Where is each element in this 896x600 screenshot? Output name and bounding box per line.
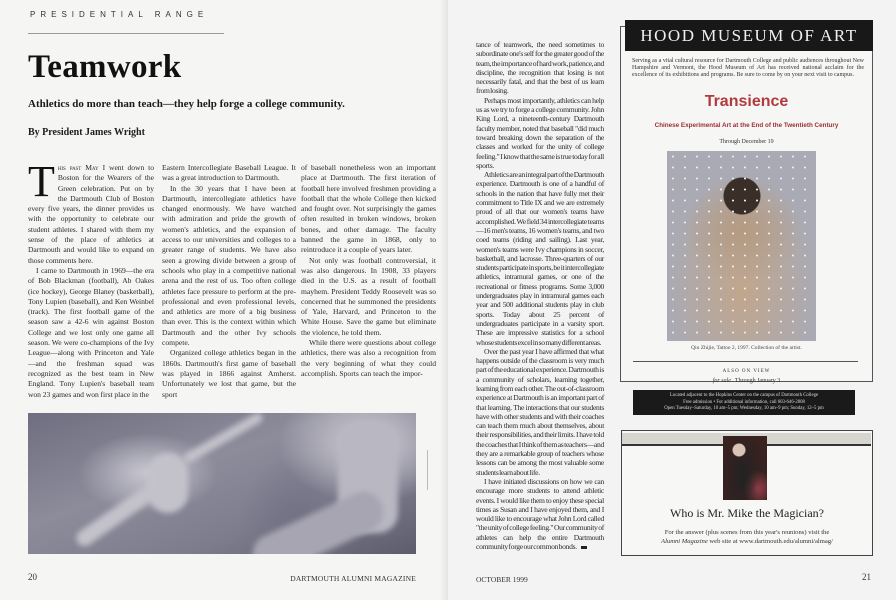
paragraph: Over the past year I have affirmed that what happens outside of the classroom is very much part of the educational experience. Dartmouth is a community of scholars, learning together, learning from each other. The out-of-classroom experience at Dartmouth is an important part of that learning. The interactions that our students have with other students and with their coaches can teach them much about themselves, about their responsibilities, and their limits. I have told the coaches that I think of them as teachers—and they are a remarkable group of teachers whose lessons can be among the most valuable some students learn about life. bbox=[476, 346, 604, 477]
paragraph: tance of teamwork, the need sometimes to subordinate one's self for the greater good of the team, the importance of hard work, patience, and discipline, the recognition that losing is not necessarily fatal, and that the best of us learn from losing. bbox=[476, 40, 604, 96]
info-line: Free admission • For additional information, call 603-646-2808 bbox=[683, 399, 805, 405]
paragraph bbox=[476, 477, 604, 551]
paragraph bbox=[28, 157, 154, 266]
paragraph: I came to Dartmouth in 1969—the era of Bob Blackman (football), Ab Oakes (ice hockey), George Blaney (basketball), Tony Lupien (baseball), and Ken Weinbel (track). The first football game of the season saw a 42-6 win against Boston College and we lost only one game all season. We were co-champions of the Ivy League—along with Princeton and Yale—and the freshman squad was recognized as the best team in New England. Tony Lupien's baseball team won 23 games and won first place in the bbox=[28, 265, 154, 399]
ad-divider bbox=[633, 361, 858, 362]
paragraph-text: I have initiated discussions on how we can encourage more students to attend athletic events. I would like them to enjoy these special times as Susan and I have enjoyed them, and I would like to encourage what John Lord called "the unity of college feeling." Our community of athletes can help the entire Dartmouth community forge our common bonds. bbox=[476, 476, 604, 552]
magician-ad-text bbox=[621, 529, 873, 546]
lead-in: his past May bbox=[57, 163, 99, 172]
paragraph: Organized college athletics began in the 1860s. Dartmouth's first game of baseball was played in 1866 against Amherst. Unfortunately we lost that game, but the sport bbox=[162, 348, 296, 399]
article-column-4 bbox=[476, 40, 604, 551]
paragraph: of baseball nonetheless won an important place at Dartmouth. The first iteration of football here involved freshmen providing a football that the whole College then kicked and fought over. Not surprisingly the games often resulted in broken windows, broken bones, and other damage. The faculty banned the game in 1868, only to reintroduce it a couple of years later. bbox=[301, 163, 436, 255]
section-kicker: PRESIDENTIAL RANGE bbox=[30, 10, 209, 19]
magician-ad-title: Who is Mr. Mike the Magician? bbox=[670, 506, 824, 520]
paragraph: Perhaps most importantly, athletics can help us as we try to forge a college community. John King Lord, a nineteenth-century Dartmouth faculty member, noted that baseball "did much toward breaking down the separation of the classes and worked for the unity of college feeling." I know that the same is true today for all sports. bbox=[476, 95, 604, 170]
paragraph: While there were questions about college athletics, there was also a recognition from the very beginning of what they could accomplish. Sports can teach the impor- bbox=[301, 338, 436, 378]
issue-date: OCTOBER 1999 bbox=[476, 575, 528, 584]
info-line: Located adjacent to the Hopkins Center on the campus of Dartmouth College bbox=[669, 393, 819, 398]
article-column-2 bbox=[162, 163, 296, 400]
byline: By President James Wright bbox=[28, 127, 145, 138]
article-subtitle: Athletics do more than teach—they help forge a college community. bbox=[28, 98, 345, 110]
also-dates: Through January 3 bbox=[734, 378, 781, 384]
athletes-photo bbox=[28, 413, 416, 554]
paragraph: Athletics are an integral part of the Dartmouth experience. Dartmouth is one of a handful of schools in the nation that have fully met their commitment to Title IX and we are extremely proud of all that our women's teams have accomplished. We field 34 intercollegiate teams—16 men's teams, 16 women's teams, and two coed teams (riding and sailing). Last year, women's teams were Ivy champions in soccer, basketball, and lacrosse. Three-quarters of our students participate in sports, be it intercollegiate athletics, intramural games, or one of the recreational or fitness programs. Some 3,000 undergraduates play in intramural games each year and 500 additional students play in club sports. Today about 25 percent of undergraduates participate in a varsity sport. These are impressive statistics for a school whose students excel in so many different areas. bbox=[476, 170, 604, 347]
also-on-view-label: ALSO ON VIEW bbox=[722, 369, 771, 374]
artwork-photo bbox=[667, 151, 816, 341]
visitor-info-bar bbox=[633, 390, 855, 415]
page-number: 20 bbox=[28, 572, 37, 582]
drop-cap: T bbox=[28, 157, 55, 206]
paragraph: Not only was football controversial, it was also dangerous. In 1908, 33 players died in the U.S. as a result of football mayhem. President Teddy Roosevelt was so concerned that he summoned the presidents of Yale, Harvard, and Princeton to the White House. Save the game but eliminate the violence, he told them. bbox=[301, 255, 436, 337]
exhibit-title: Transience bbox=[704, 93, 789, 110]
paragraph-text: I went down to Boston for the Wearers of the Green celebration. Put on by the Dartmouth Club of Boston every five years, the dinner provides us with the opportunity to celebrate our student athletes. I shared with them my sense of the place of athletics at Dartmouth and would like to expand on those comments here. bbox=[28, 163, 154, 265]
magazine-name: DARTMOUTH ALUMNI MAGAZINE bbox=[290, 574, 416, 583]
exhibit-subtitle: Chinese Experimental Art at the End of the Twentieth Century bbox=[654, 122, 839, 129]
article-column-3 bbox=[301, 163, 436, 379]
info-line: Open Tuesday–Saturday, 10 am–5 pm; Wednesday, 10 am–9 pm; Sunday, 12–5 pm bbox=[664, 406, 824, 411]
right-page bbox=[448, 0, 896, 600]
magician-photo bbox=[723, 436, 767, 500]
also-title: for sale bbox=[712, 378, 731, 384]
article-title: Teamwork bbox=[28, 49, 182, 85]
website-link[interactable]: web site at www.dartmouth.edu/alumni/almag/ bbox=[707, 537, 833, 545]
ad-header: HOOD MUSEUM OF ART bbox=[625, 20, 873, 51]
ad-text-line: For the answer (plus scenes from this year's reunions) visit the bbox=[664, 529, 830, 536]
kicker-rule bbox=[28, 33, 224, 34]
exhibit-dates: Through December 19 bbox=[719, 139, 774, 145]
article-column-1 bbox=[28, 157, 154, 400]
also-on-view-item bbox=[620, 377, 873, 385]
paragraph: Eastern Intercollegiate Baseball League. It was a great introduction to Dartmouth. bbox=[162, 163, 296, 183]
photo-credit bbox=[426, 450, 429, 490]
artwork-caption: Qiu Zhijie, Tattoo 2, 1997. Collection of the artist. bbox=[691, 345, 802, 351]
ad-intro: Serving as a vital cultural resource for Dartmouth College and public audiences throughout New Hampshire and Vermont, the Hood Museum of Art has received national acclaim for the excellence of its exhibitions and programs. Be sure to come by on your next visit to campus. bbox=[632, 58, 864, 78]
paragraph: In the 30 years that I have been at Dartmouth, intercollegiate athletics have changed enormously. We have watched with admiration and pride the growth of women's athletics, and the expansion of access to our universities and colleges to a greater range of students. We have also seen a growing divide between a group of schools who play in a competitive national arena and the rest of us. Too often college athletes face pressure to perform at the pre-professional and even professional levels, and athletics are more of a big business than ever. This is the context within which Dartmouth and the other Ivy schools compete. bbox=[162, 183, 296, 348]
magazine-title: Alumni Magazine bbox=[661, 537, 708, 545]
end-mark-icon bbox=[581, 546, 587, 549]
page-number: 21 bbox=[862, 572, 871, 582]
